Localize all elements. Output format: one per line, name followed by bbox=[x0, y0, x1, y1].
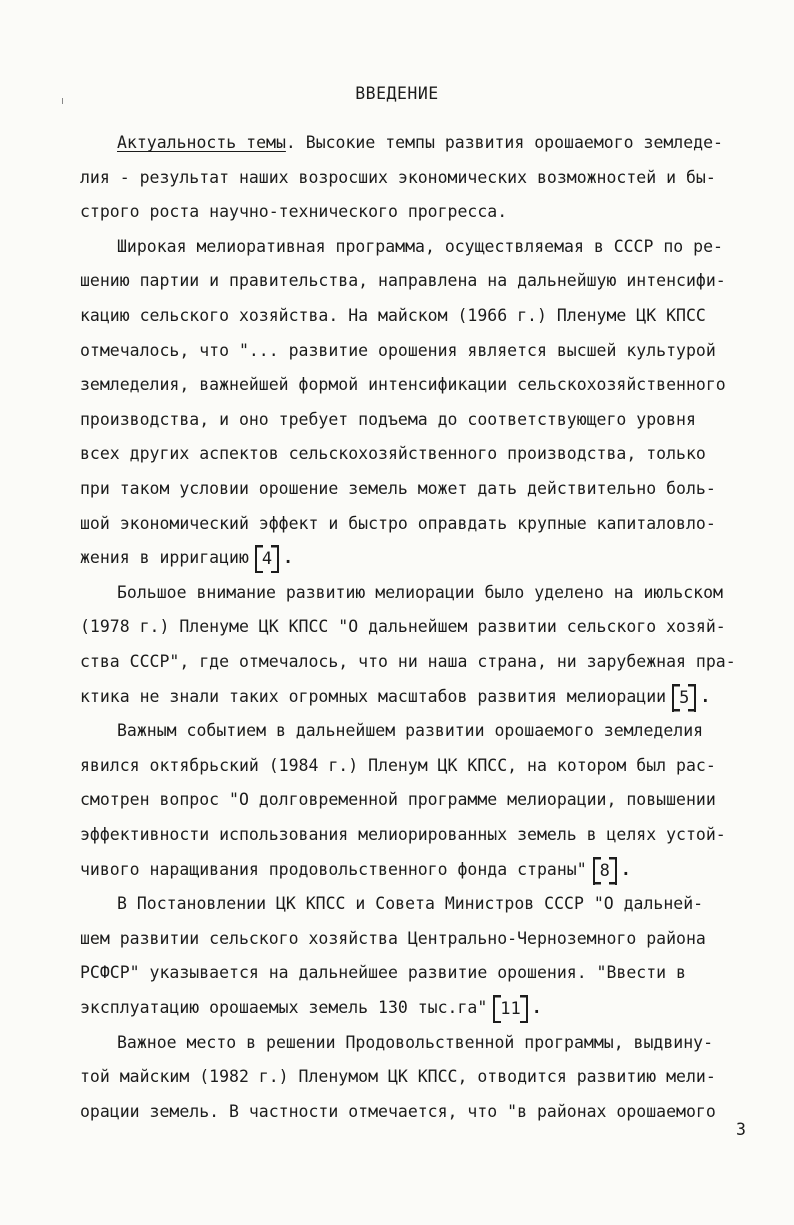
line-text: отмечалось, что "... развитие орошения является высшей культурой bbox=[80, 340, 716, 360]
line-text: В Постановлении ЦК КПСС и Совета Министров СССР "О дальней- bbox=[117, 894, 704, 914]
text-line bbox=[80, 645, 736, 679]
line-text: Важным событием в дальнейшем развитии орошаемого земледелия bbox=[117, 721, 704, 741]
text-line bbox=[80, 1095, 716, 1129]
text-line bbox=[80, 437, 706, 471]
text-line bbox=[80, 956, 686, 990]
line-text: явился октябрьский (1984 г.) Пленум ЦК КПСС, на котором был рас- bbox=[80, 755, 716, 775]
line-text: всех других аспектов сельскохозяйственного производства, только bbox=[80, 444, 706, 464]
line-text: эксплуатацию орошаемых земель 130 тыс.га" bbox=[80, 998, 488, 1017]
line-text: строго роста научно-технического прогресса. bbox=[80, 202, 508, 222]
text-line bbox=[117, 230, 723, 264]
line-end-punctuation: . bbox=[531, 998, 542, 1017]
text-line bbox=[80, 680, 710, 714]
line-text: (1978 г.) Пленуме ЦК КПСС "О дальнейшем развитии сельского хозяй- bbox=[80, 617, 726, 637]
text-line bbox=[117, 887, 703, 921]
line-text: ства СССР", где отмечалось, что ни наша страна, ни зарубежная пра- bbox=[80, 652, 736, 671]
page-title: ВВЕДЕНИЕ bbox=[355, 84, 439, 103]
text-line bbox=[80, 334, 716, 368]
line-text: производства, и оно требует подъема до соответствующего уровня bbox=[80, 409, 696, 429]
line-text: шой экономический эффект и быстро оправдать крупные капиталовло- bbox=[80, 513, 716, 533]
line-end-punctuation: . bbox=[620, 859, 631, 879]
line-text: кацию сельского хозяйства. На майском (1966 г.) Пленуме ЦК КПСС bbox=[80, 306, 706, 325]
text-line bbox=[80, 991, 542, 1025]
text-line bbox=[80, 161, 716, 195]
text-line bbox=[80, 818, 726, 852]
line-text: эффективности использования мелиорированных земель в целях устой- bbox=[80, 825, 726, 844]
section-lead: Актуальность темы bbox=[117, 133, 286, 152]
citation-reference: 4 bbox=[255, 545, 279, 573]
text-line bbox=[80, 1060, 716, 1094]
line-text: лия - результат наших возросших экономических возможностей и бы- bbox=[80, 167, 716, 187]
text-line bbox=[80, 264, 726, 298]
line-text: орации земель. В частности отмечается, что "в районах орошаемого bbox=[80, 1101, 716, 1121]
text-line bbox=[80, 195, 507, 229]
line-text: смотрен вопрос "О долговременной программе мелиорации, повышении bbox=[80, 790, 716, 810]
line-text: Большое внимание развитию мелиорации было уделено на июльском bbox=[117, 582, 723, 602]
line-text: . Высокие темпы развития орошаемого земледе- bbox=[285, 133, 723, 152]
line-text: Важное место в решении Продовольственной программы, выдвину- bbox=[117, 1032, 714, 1052]
text-line bbox=[80, 749, 716, 783]
text-line bbox=[80, 403, 696, 437]
line-text: той майским (1982 г.) Пленумом ЦК КПСС, отводится развитию мели- bbox=[80, 1067, 716, 1087]
line-text: шем развитии сельского хозяйства Центрально-Черноземного района bbox=[80, 928, 706, 948]
text-line bbox=[80, 783, 716, 817]
text-line bbox=[80, 507, 716, 541]
text-line bbox=[80, 472, 716, 506]
text-line bbox=[80, 368, 726, 402]
line-text: ктика не знали таких огромных масштабов развития мелиорации bbox=[80, 686, 667, 706]
line-text: Широкая мелиоративная программа, осуществляемая в СССР по ре- bbox=[117, 236, 723, 256]
text-line bbox=[80, 610, 726, 644]
citation-reference: 11 bbox=[493, 995, 527, 1023]
text-line bbox=[117, 126, 723, 160]
line-end-punctuation: . bbox=[700, 686, 711, 706]
text-line bbox=[80, 853, 631, 887]
line-text: шению партии и правительства, направлена на дальнейшую интенсифи- bbox=[80, 271, 726, 291]
text-line bbox=[117, 576, 723, 610]
line-text: жения в ирригацию bbox=[80, 548, 249, 568]
page-number: 3 bbox=[736, 1120, 746, 1139]
text-line bbox=[80, 541, 293, 575]
text-line bbox=[117, 1026, 713, 1060]
text-line bbox=[80, 922, 706, 956]
line-text: РСФСР" указывается на дальнейшее развитие орошения. "Ввести в bbox=[80, 963, 686, 983]
line-text: при таком условии орошение земель может дать действительно боль- bbox=[80, 479, 716, 498]
citation-reference: 5 bbox=[672, 684, 696, 712]
line-text: чивого наращивания продовольственного фонда страны" bbox=[80, 859, 587, 879]
text-line bbox=[117, 714, 703, 748]
text-line bbox=[80, 299, 706, 333]
citation-reference: 8 bbox=[593, 857, 617, 885]
line-text: земледелия, важнейшей формой интенсификации сельскохозяйственного bbox=[80, 375, 726, 395]
line-end-punctuation: . bbox=[283, 548, 294, 568]
